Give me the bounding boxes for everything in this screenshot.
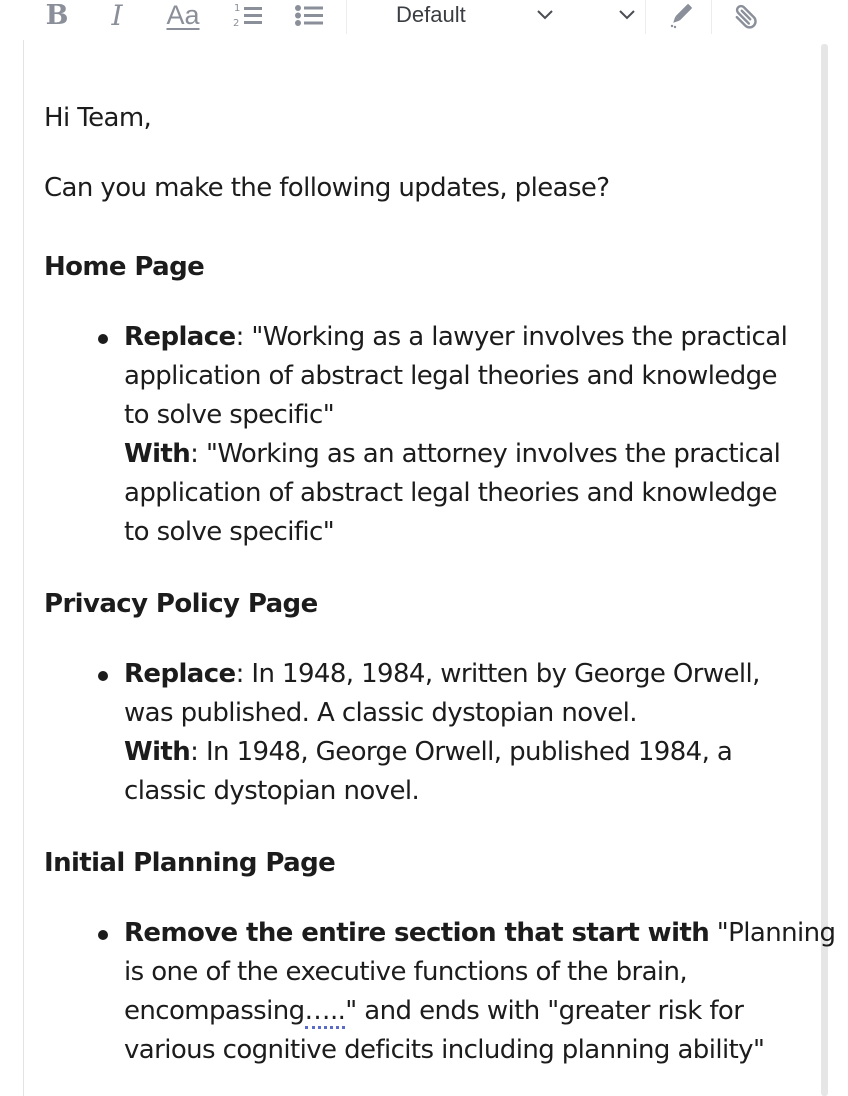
section-heading-privacy-policy: Privacy Policy Page: [44, 589, 318, 619]
paragraph-style-value: Default: [396, 2, 466, 27]
bullet-icon: [98, 930, 108, 940]
chevron-down-icon: [617, 8, 637, 22]
formatting-toolbar: [0, 0, 848, 36]
bold-icon: B: [45, 0, 69, 31]
with-label: With: [124, 737, 191, 767]
chevron-down-icon: [535, 8, 555, 22]
replace-line: [124, 655, 824, 694]
replace-line: [124, 318, 824, 357]
section-heading-home-page: Home Page: [44, 252, 205, 282]
with-text-line: classic dystopian novel.: [124, 776, 420, 806]
font-size-dropdown[interactable]: [615, 0, 639, 30]
remove-text-line: [124, 992, 824, 1031]
highlight-button[interactable]: [664, 0, 698, 30]
remove-text: "Planning: [709, 918, 836, 948]
font-format-button[interactable]: [162, 0, 204, 30]
svg-text:1: 1: [234, 3, 241, 14]
list-item: [124, 655, 824, 811]
paragraph-style-dropdown[interactable]: [533, 0, 557, 30]
remove-text-line: is one of the executive functions of the brain,: [124, 957, 688, 987]
replace-text-line: application of abstract legal theories and knowledge: [124, 361, 777, 391]
toolbar-separator: [346, 0, 347, 34]
with-text-line: application of abstract legal theories and knowledge: [124, 478, 777, 508]
with-text: : "Working as an attorney involves the practical: [190, 439, 781, 469]
remove-line: [124, 914, 836, 953]
bold-button[interactable]: [44, 0, 70, 30]
with-text-line: to solve specific": [124, 517, 335, 547]
numbered-list-icon: [232, 0, 264, 30]
replace-label: Replace: [124, 322, 236, 352]
paperclip-icon: [730, 0, 762, 31]
bullet-icon: [98, 671, 108, 681]
toolbar-separator: [645, 0, 646, 34]
list-item: [124, 914, 836, 1070]
font-size-icon: Aa: [166, 0, 200, 30]
editor-border: [23, 40, 24, 1096]
italic-icon: I: [111, 0, 123, 32]
paragraph-style-select[interactable]: [396, 0, 490, 30]
toolbar-separator: [711, 0, 712, 34]
with-label: With: [124, 439, 191, 469]
replace-text: : In 1948, 1984, written by George Orwell,: [235, 659, 760, 689]
attach-button[interactable]: [728, 0, 764, 30]
highlighter-pen-icon: [666, 0, 696, 30]
with-text: : In 1948, George Orwell, published 1984, a: [190, 737, 733, 767]
with-line: [124, 435, 824, 474]
replace-label: Replace: [124, 659, 236, 689]
remove-word: encompassing: [124, 996, 305, 1026]
intro-text: Can you make the following updates, please?: [44, 173, 610, 203]
italic-button[interactable]: [104, 0, 130, 30]
numbered-list-button[interactable]: [231, 0, 265, 30]
svg-text:2: 2: [233, 18, 240, 29]
remove-label: Remove the entire section that start with: [124, 918, 710, 948]
bulleted-list-button[interactable]: [292, 0, 326, 30]
section-heading-initial-planning: Initial Planning Page: [44, 848, 336, 878]
replace-text: : "Working as a lawyer involves the practical: [235, 322, 788, 352]
spellcheck-underline[interactable]: …..: [305, 996, 346, 1029]
bullet-icon: [98, 334, 108, 344]
replace-text-line: was published. A classic dystopian novel.: [124, 698, 637, 728]
remove-text: " and ends with "greater risk for: [345, 996, 744, 1026]
remove-text-line: various cognitive deficits including planning ability": [124, 1035, 765, 1065]
list-item: [124, 318, 824, 552]
bulleted-list-icon: [293, 0, 325, 30]
replace-text-line: to solve specific": [124, 400, 335, 430]
with-line: [124, 733, 824, 772]
greeting-text: Hi Team,: [44, 103, 152, 133]
